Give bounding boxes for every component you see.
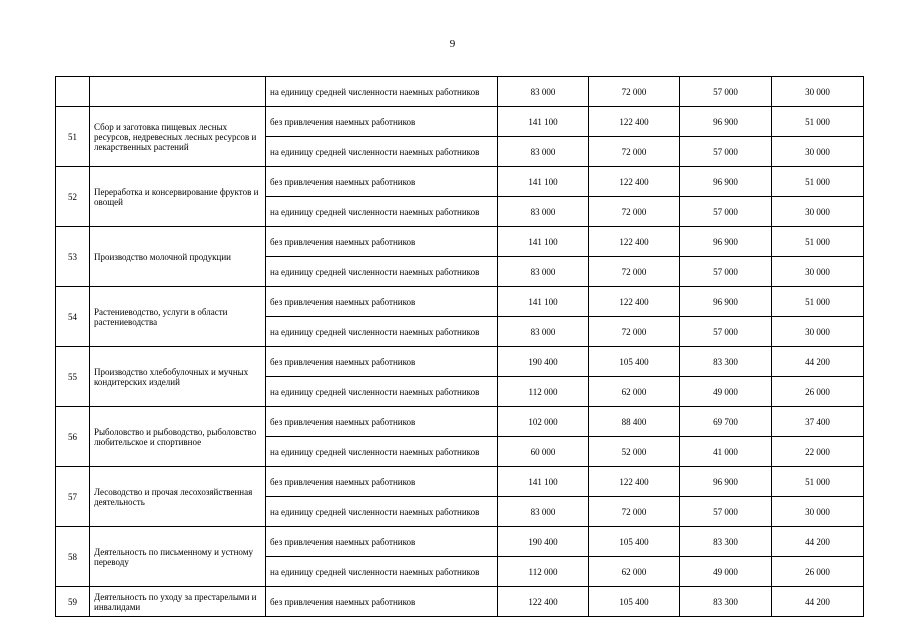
value-cell: 30 000 [772,197,864,227]
value-cell: 72 000 [589,257,680,287]
condition-cell: на единицу средней численности наемных работников [266,77,498,107]
table-row [56,587,864,617]
value-cell: 83 300 [680,347,772,377]
value-cell: 96 900 [680,227,772,257]
value-cell: 83 000 [498,197,589,227]
value-cell: 57 000 [680,197,772,227]
value-cell: 57 000 [680,497,772,527]
activity-name-cell: Производство хлебобулочных и мучных кондитерских изделий [90,347,266,407]
row-number-cell: 58 [56,527,90,587]
table-row [56,227,864,257]
table-row [56,167,864,197]
condition-cell: без привлечения наемных работников [266,287,498,317]
value-cell: 57 000 [680,257,772,287]
row-number-cell: 57 [56,467,90,527]
table-row [56,77,864,107]
value-cell: 88 400 [589,407,680,437]
value-cell: 112 000 [498,377,589,407]
value-cell: 51 000 [772,227,864,257]
row-number-cell: 53 [56,227,90,287]
activity-name-cell [90,77,266,107]
value-cell: 51 000 [772,167,864,197]
value-cell: 30 000 [772,257,864,287]
activity-name-cell: Переработка и консервирование фруктов и овощей [90,167,266,227]
value-cell: 26 000 [772,557,864,587]
value-cell: 51 000 [772,107,864,137]
value-cell: 83 000 [498,317,589,347]
value-cell: 141 100 [498,167,589,197]
value-cell: 105 400 [589,587,680,617]
value-cell: 83 300 [680,587,772,617]
value-cell: 122 400 [589,107,680,137]
value-cell: 51 000 [772,287,864,317]
value-cell: 69 700 [680,407,772,437]
value-cell: 30 000 [772,77,864,107]
value-cell: 62 000 [589,557,680,587]
condition-cell: без привлечения наемных работников [266,347,498,377]
value-cell: 141 100 [498,467,589,497]
value-cell: 122 400 [589,227,680,257]
value-cell: 72 000 [589,77,680,107]
table-row [56,527,864,557]
value-cell: 122 400 [589,167,680,197]
value-cell: 96 900 [680,467,772,497]
table-row [56,107,864,137]
row-number-cell: 51 [56,107,90,167]
value-cell: 190 400 [498,347,589,377]
activity-name-cell: Рыболовство и рыбоводство, рыболовство любительское и спортивное [90,407,266,467]
condition-cell: без привлечения наемных работников [266,587,498,617]
value-cell: 96 900 [680,287,772,317]
value-cell: 30 000 [772,317,864,347]
condition-cell: без привлечения наемных работников [266,107,498,137]
condition-cell: на единицу средней численности наемных работников [266,197,498,227]
value-cell: 44 200 [772,347,864,377]
value-cell: 51 000 [772,467,864,497]
value-cell: 30 000 [772,137,864,167]
value-cell: 41 000 [680,437,772,467]
table-row [56,347,864,377]
value-cell: 83 000 [498,137,589,167]
value-cell: 105 400 [589,347,680,377]
value-cell: 72 000 [589,197,680,227]
value-cell: 72 000 [589,137,680,167]
condition-cell: без привлечения наемных работников [266,407,498,437]
value-cell: 141 100 [498,107,589,137]
value-cell: 122 400 [589,467,680,497]
table-row [56,287,864,317]
row-number-cell: 55 [56,347,90,407]
value-cell: 49 000 [680,377,772,407]
value-cell: 22 000 [772,437,864,467]
value-cell: 83 000 [498,77,589,107]
value-cell: 44 200 [772,587,864,617]
row-number-cell: 54 [56,287,90,347]
value-cell: 122 400 [498,587,589,617]
condition-cell: на единицу средней численности наемных работников [266,137,498,167]
condition-cell: на единицу средней численности наемных работников [266,497,498,527]
activity-name-cell: Деятельность по уходу за престарелыми и инвалидами [90,587,266,617]
value-cell: 57 000 [680,137,772,167]
value-cell: 83 000 [498,497,589,527]
condition-cell: без привлечения наемных работников [266,467,498,497]
value-cell: 30 000 [772,497,864,527]
value-cell: 141 100 [498,227,589,257]
value-cell: 72 000 [589,497,680,527]
condition-cell: без привлечения наемных работников [266,227,498,257]
value-cell: 49 000 [680,557,772,587]
activity-name-cell: Производство молочной продукции [90,227,266,287]
value-cell: 37 400 [772,407,864,437]
value-cell: 83 300 [680,527,772,557]
value-cell: 44 200 [772,527,864,557]
value-cell: 60 000 [498,437,589,467]
value-cell: 96 900 [680,167,772,197]
value-cell: 57 000 [680,77,772,107]
activity-name-cell: Сбор и заготовка пищевых лесных ресурсов, недревесных лесных ресурсов и лекарственных растений [90,107,266,167]
value-cell: 102 000 [498,407,589,437]
row-number-cell: 59 [56,587,90,617]
tax-rate-table [55,76,864,617]
condition-cell: на единицу средней численности наемных работников [266,377,498,407]
value-cell: 57 000 [680,317,772,347]
condition-cell: на единицу средней численности наемных работников [266,557,498,587]
value-cell: 62 000 [589,377,680,407]
condition-cell: без привлечения наемных работников [266,167,498,197]
value-cell: 190 400 [498,527,589,557]
table-row [56,467,864,497]
value-cell: 112 000 [498,557,589,587]
activity-name-cell: Лесоводство и прочая лесохозяйственная деятельность [90,467,266,527]
value-cell: 72 000 [589,317,680,347]
value-cell: 96 900 [680,107,772,137]
row-number-cell: 56 [56,407,90,467]
page-number: 9 [449,38,456,50]
value-cell: 105 400 [589,527,680,557]
table-row [56,407,864,437]
condition-cell: на единицу средней численности наемных работников [266,317,498,347]
row-number-cell [56,77,90,107]
activity-name-cell: Растениеводство, услуги в области растениеводства [90,287,266,347]
value-cell: 122 400 [589,287,680,317]
value-cell: 83 000 [498,257,589,287]
activity-name-cell: Деятельность по письменному и устному переводу [90,527,266,587]
condition-cell: на единицу средней численности наемных работников [266,437,498,467]
value-cell: 52 000 [589,437,680,467]
value-cell: 141 100 [498,287,589,317]
condition-cell: без привлечения наемных работников [266,527,498,557]
value-cell: 26 000 [772,377,864,407]
row-number-cell: 52 [56,167,90,227]
condition-cell: на единицу средней численности наемных работников [266,257,498,287]
